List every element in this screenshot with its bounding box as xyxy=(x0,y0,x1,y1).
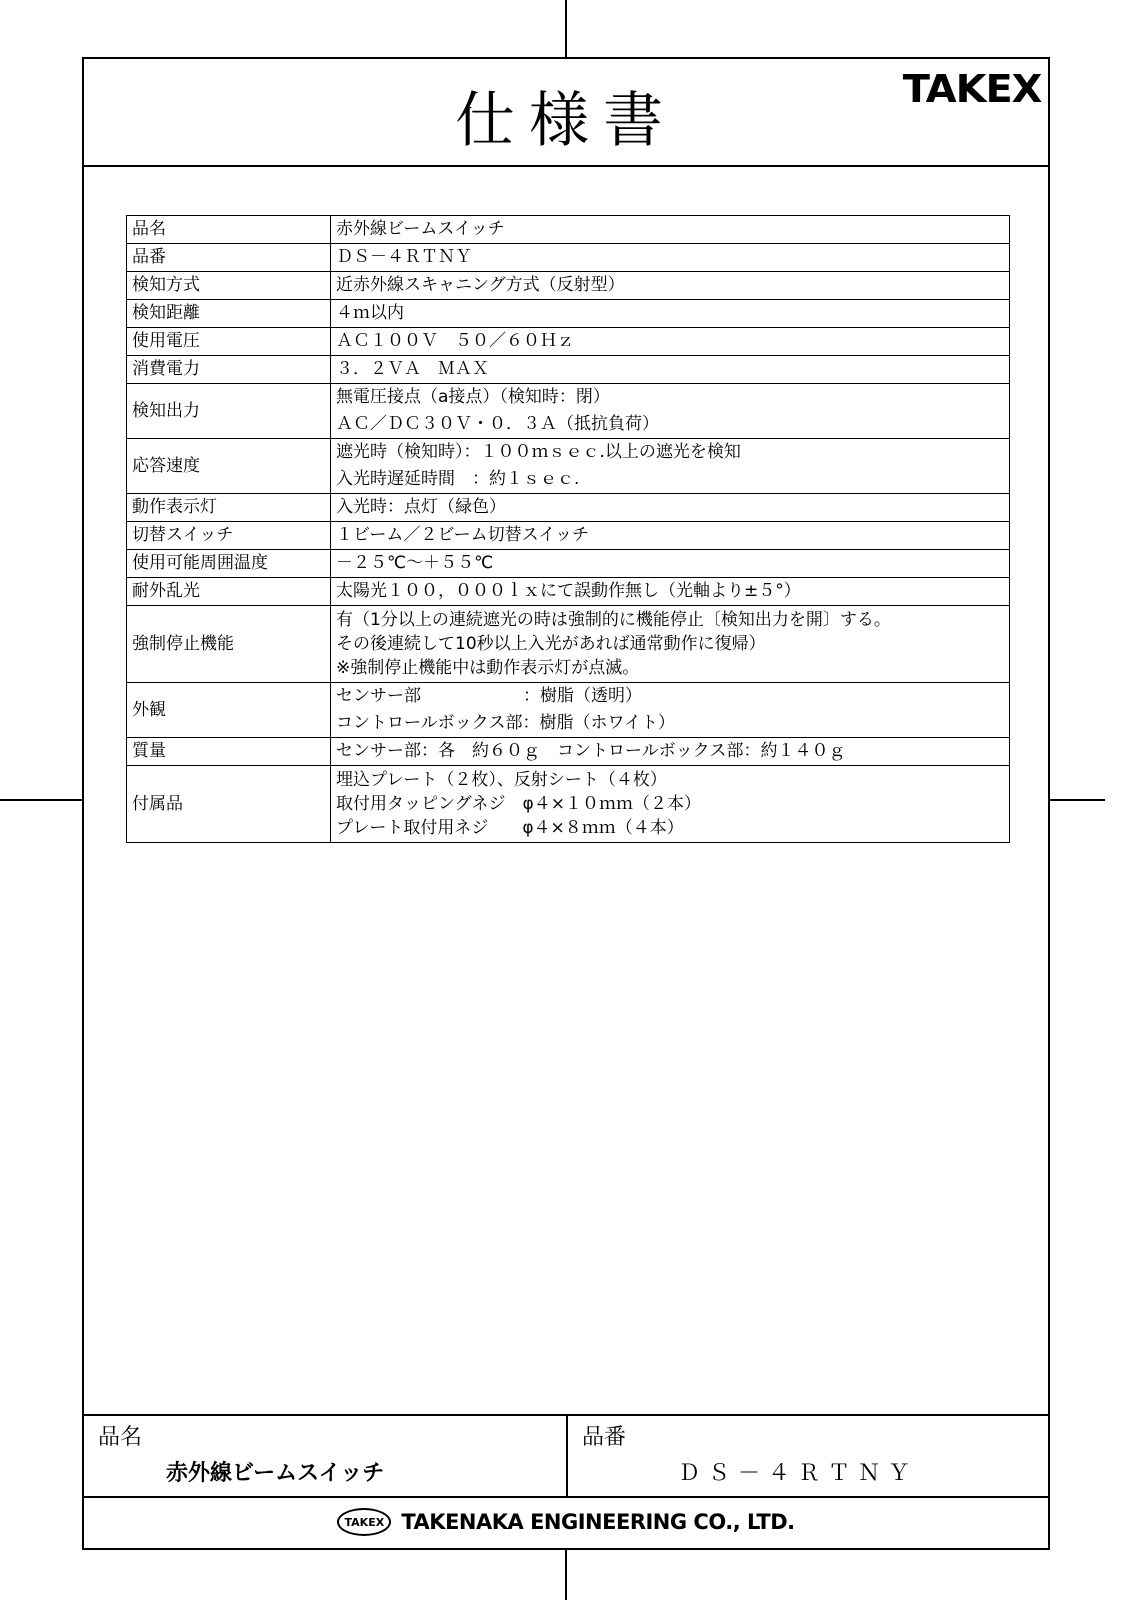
spec-row xyxy=(127,244,1010,272)
company-logo: TAKEX xyxy=(337,1508,391,1536)
spec-row xyxy=(127,384,1010,439)
spec-value xyxy=(331,738,1010,766)
spec-row xyxy=(127,683,1010,738)
spec-value xyxy=(331,606,1010,683)
spec-value xyxy=(331,578,1010,606)
spec-row xyxy=(127,550,1010,578)
brand-logo: TAKEX xyxy=(902,67,1042,111)
spec-row xyxy=(127,494,1010,522)
spec-row xyxy=(127,766,1010,843)
spec-table-body xyxy=(127,216,1010,843)
spec-value-line: １ビーム／２ビーム切替スイッチ xyxy=(336,525,589,545)
product-name-cell xyxy=(84,1416,568,1496)
product-info-row xyxy=(84,1414,1048,1498)
registration-mark-bottom xyxy=(565,1550,567,1600)
product-name-label: 品名 xyxy=(98,1425,143,1450)
spec-label: 検知距離 xyxy=(127,300,331,328)
spec-value-line: コントロールボックス部：樹脂（ホワイト） xyxy=(336,713,675,733)
spec-value xyxy=(331,766,1010,843)
product-name-value: 赤外線ビームスイッチ xyxy=(166,1461,385,1486)
spec-row xyxy=(127,738,1010,766)
spec-value xyxy=(331,683,1010,738)
spec-value-line: プレート取付用ネジ φ４×８ｍｍ（４本） xyxy=(336,818,684,838)
spec-value-line: 遮光時（検知時）：１００ｍｓｅｃ.以上の遮光を検知 xyxy=(336,442,741,462)
spec-value-line: 埋込プレート（２枚）、反射シート（４枚） xyxy=(336,770,667,790)
spec-label: 動作表示灯 xyxy=(127,494,331,522)
spec-label: 使用可能周囲温度 xyxy=(127,550,331,578)
spec-label: 消費電力 xyxy=(127,356,331,384)
spec-row xyxy=(127,272,1010,300)
spec-row xyxy=(127,356,1010,384)
registration-mark-top xyxy=(565,0,567,57)
spec-value xyxy=(331,439,1010,494)
spec-value-line: 入光時：点灯（緑色） xyxy=(336,497,506,517)
spec-value xyxy=(331,522,1010,550)
spec-row xyxy=(127,578,1010,606)
spec-label: 品名 xyxy=(127,216,331,244)
spec-value xyxy=(331,272,1010,300)
registration-mark-right xyxy=(1050,799,1105,801)
spec-label: 耐外乱光 xyxy=(127,578,331,606)
title-row xyxy=(84,59,1048,167)
spec-label: 品番 xyxy=(127,244,331,272)
spec-value xyxy=(331,384,1010,439)
spec-value-line: センサー部：各 約６０ｇ コントロールボックス部：約１４０ｇ xyxy=(336,741,846,761)
spec-value xyxy=(331,356,1010,384)
spec-value-line: その後連続して10秒以上入光があれば通常動作に復帰） xyxy=(336,634,766,654)
spec-value-line: 赤外線ビームスイッチ xyxy=(336,219,505,239)
spec-value xyxy=(331,216,1010,244)
spec-label: 強制停止機能 xyxy=(127,606,331,683)
spec-value-line: ４ｍ以内 xyxy=(336,303,404,323)
product-number-label: 品番 xyxy=(582,1425,627,1450)
spec-value xyxy=(331,244,1010,272)
spec-row xyxy=(127,439,1010,494)
spec-value-line: 太陽光１００，０００ｌｘにて誤動作無し（光軸より±５°） xyxy=(336,581,801,601)
spec-label: 付属品 xyxy=(127,766,331,843)
spec-value xyxy=(331,494,1010,522)
spec-table xyxy=(126,215,1010,843)
company-name: TAKENAKA ENGINEERING CO., LTD. xyxy=(401,1510,795,1534)
spec-value-line: －２５℃～＋５５℃ xyxy=(336,553,494,573)
spec-label: 使用電圧 xyxy=(127,328,331,356)
company-footer xyxy=(84,1496,1048,1548)
spec-value-line: センサー部 ：樹脂（透明） xyxy=(336,686,642,706)
registration-mark-left xyxy=(0,799,82,801)
spec-value-line: ※強制停止機能中は動作表示灯が点滅。 xyxy=(336,658,640,678)
spec-value xyxy=(331,328,1010,356)
spec-value-line: ３．２ＶＡ ＭＡＸ xyxy=(336,359,489,379)
product-number-cell xyxy=(568,1416,1048,1496)
spec-label: 質量 xyxy=(127,738,331,766)
spec-label: 検知出力 xyxy=(127,384,331,439)
spec-row xyxy=(127,216,1010,244)
product-number-value: ＤＳ－４ＲＴＮＹ xyxy=(678,1461,919,1486)
spec-label: 切替スイッチ xyxy=(127,522,331,550)
spec-value-line: 無電圧接点（a接点）（検知時：閉） xyxy=(336,387,610,407)
spec-value-line: ＤＳ－４ＲＴＮＹ xyxy=(336,247,472,267)
spec-row xyxy=(127,606,1010,683)
spec-row xyxy=(127,300,1010,328)
spec-value xyxy=(331,550,1010,578)
spec-label: 検知方式 xyxy=(127,272,331,300)
spec-value-line: ＡＣ／ＤＣ３０Ｖ・０．３Ａ（抵抗負荷） xyxy=(336,414,659,434)
spec-row xyxy=(127,522,1010,550)
spec-value-line: ＡＣ１００Ｖ ５０／６０Ｈｚ xyxy=(336,331,574,351)
document-frame xyxy=(82,57,1050,1550)
spec-value-line: 取付用タッピングネジ φ４×１０ｍｍ（２本） xyxy=(336,794,701,814)
spec-value-line: 近赤外線スキャニング方式（反射型） xyxy=(336,275,625,295)
spec-label: 外観 xyxy=(127,683,331,738)
spec-row xyxy=(127,328,1010,356)
spec-value-line: 入光時遅延時間 ：約１ｓｅｃ. xyxy=(336,469,580,489)
spec-label: 応答速度 xyxy=(127,439,331,494)
spec-value xyxy=(331,300,1010,328)
spec-value-line: 有（1分以上の連続遮光の時は強制的に機能停止〔検知出力を開〕する。 xyxy=(336,610,891,630)
page-title: 仕様書 xyxy=(455,86,677,156)
